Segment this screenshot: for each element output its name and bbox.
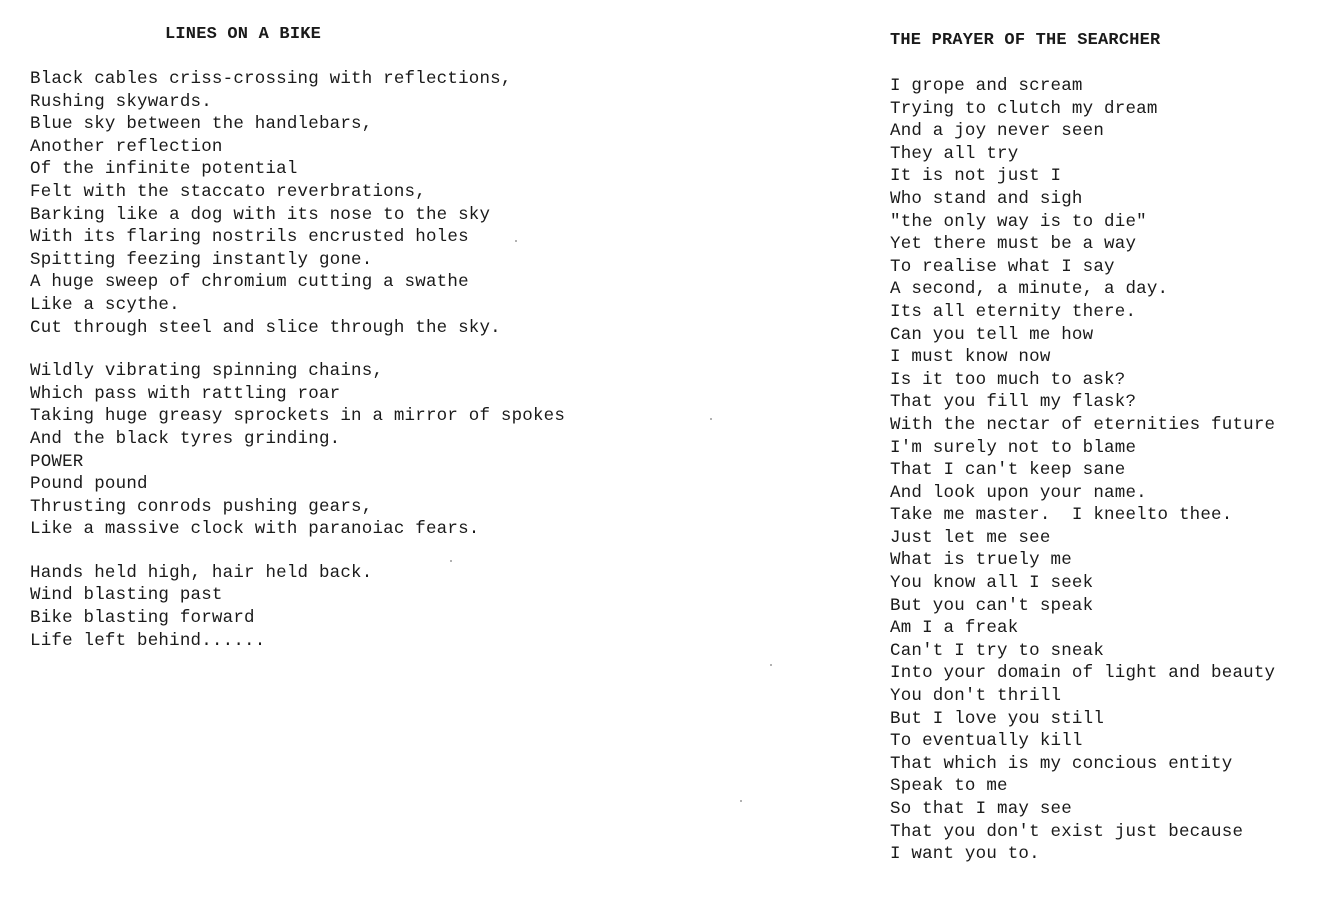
- poem-body: [30, 68, 565, 652]
- poem-line: Trying to clutch my dream: [890, 98, 1158, 119]
- poem-title: LINES ON A BIKE: [165, 25, 322, 44]
- scan-speck: [515, 240, 517, 242]
- poem-line: You know all I seek: [890, 573, 1094, 594]
- poem-line: With the nectar of eternities future: [890, 414, 1276, 435]
- scan-speck: [710, 418, 712, 420]
- poem-line: Rushing skywards.: [30, 91, 212, 112]
- poem-line: Which pass with rattling roar: [30, 383, 341, 404]
- scan-speck: [450, 560, 452, 562]
- poem-line: Taking huge greasy sprockets in a mirror of spokes: [30, 406, 566, 427]
- scan-speck: [740, 800, 742, 802]
- poem-line: Yet there must be a way: [890, 234, 1137, 255]
- poem-line: Wildly vibrating spinning chains,: [30, 361, 384, 382]
- poem-line: Another reflection: [30, 136, 223, 157]
- poem-line: That which is my concious entity: [890, 753, 1233, 774]
- poem-line: Hands held high, hair held back.: [30, 562, 373, 583]
- poem-line: Wind blasting past: [30, 585, 223, 606]
- poem-line: To eventually kill: [890, 731, 1083, 752]
- poem-line: But you can't speak: [890, 595, 1094, 616]
- stanza-1: [30, 68, 565, 339]
- stanza-break: [30, 339, 565, 360]
- stanza-3: [30, 562, 565, 652]
- poem-line: Is it too much to ask?: [890, 369, 1126, 390]
- stanza-break: [30, 541, 565, 562]
- poem-line: But I love you still: [890, 708, 1105, 729]
- poem-line: Of the infinite potential: [30, 159, 298, 180]
- poem-line: Like a massive clock with paranoiac fears.: [30, 519, 480, 540]
- poem-line: Bike blasting forward: [30, 608, 255, 629]
- poem-title: THE PRAYER OF THE SEARCHER: [890, 31, 1161, 50]
- poem-line: You don't thrill: [890, 686, 1062, 707]
- poem-line: Into your domain of light and beauty: [890, 663, 1276, 684]
- poem-line: And a joy never seen: [890, 121, 1105, 142]
- stanza-2: [30, 360, 565, 541]
- poem-line: Can't I try to sneak: [890, 640, 1105, 661]
- poem-line: Black cables criss-crossing with reflections,: [30, 69, 512, 89]
- poem-line: I must know now: [890, 347, 1051, 368]
- poem-line: That you don't exist just because: [890, 821, 1244, 842]
- poem-line: And the black tyres grinding.: [30, 428, 341, 449]
- poem-line: What is truely me: [890, 550, 1072, 571]
- poem-line: Pound pound: [30, 474, 148, 495]
- scan-speck: [770, 664, 772, 666]
- poem-line: Can you tell me how: [890, 324, 1094, 345]
- poem-line: I grope and scream: [890, 76, 1083, 96]
- poem-line: POWER: [30, 451, 84, 472]
- poem-line: Take me master. I kneelto thee.: [890, 505, 1233, 526]
- poem-line: Cut through steel and slice through the sky.: [30, 317, 501, 338]
- poem-line: They all try: [890, 143, 1019, 164]
- poem-line: Am I a freak: [890, 618, 1019, 639]
- poem-line: It is not just I: [890, 166, 1062, 187]
- poem-line: And look upon your name.: [890, 482, 1147, 503]
- poem-line: Spitting feezing instantly gone.: [30, 249, 373, 270]
- poem-line: Just let me see: [890, 527, 1051, 548]
- poem-line: Its all eternity there.: [890, 301, 1137, 322]
- poem-line: Blue sky between the handlebars,: [30, 114, 373, 135]
- poem-line: That I can't keep sane: [890, 460, 1126, 481]
- poem-line: Who stand and sigh: [890, 188, 1083, 209]
- poem-line: Like a scythe.: [30, 294, 180, 315]
- poem-line: Speak to me: [890, 776, 1008, 797]
- poem-line: A second, a minute, a day.: [890, 279, 1169, 300]
- poem-line: A huge sweep of chromium cutting a swathe: [30, 272, 469, 293]
- poem-line: I'm surely not to blame: [890, 437, 1137, 458]
- poem-line: Felt with the staccato reverbrations,: [30, 181, 426, 202]
- poem-body: [890, 75, 1275, 866]
- poem-line: With its flaring nostrils encrusted holes: [30, 227, 469, 248]
- poem-line: To realise what I say: [890, 256, 1115, 277]
- poem-line: I want you to.: [890, 844, 1040, 865]
- poem-line: So that I may see: [890, 799, 1072, 819]
- poem-line: That you fill my flask?: [890, 392, 1137, 413]
- poem-line: Life left behind......: [30, 630, 266, 651]
- poem-line: Thrusting conrods pushing gears,: [30, 496, 373, 517]
- poem-line: "the only way is to die": [890, 211, 1147, 232]
- poem-line: Barking like a dog with its nose to the sky: [30, 204, 491, 225]
